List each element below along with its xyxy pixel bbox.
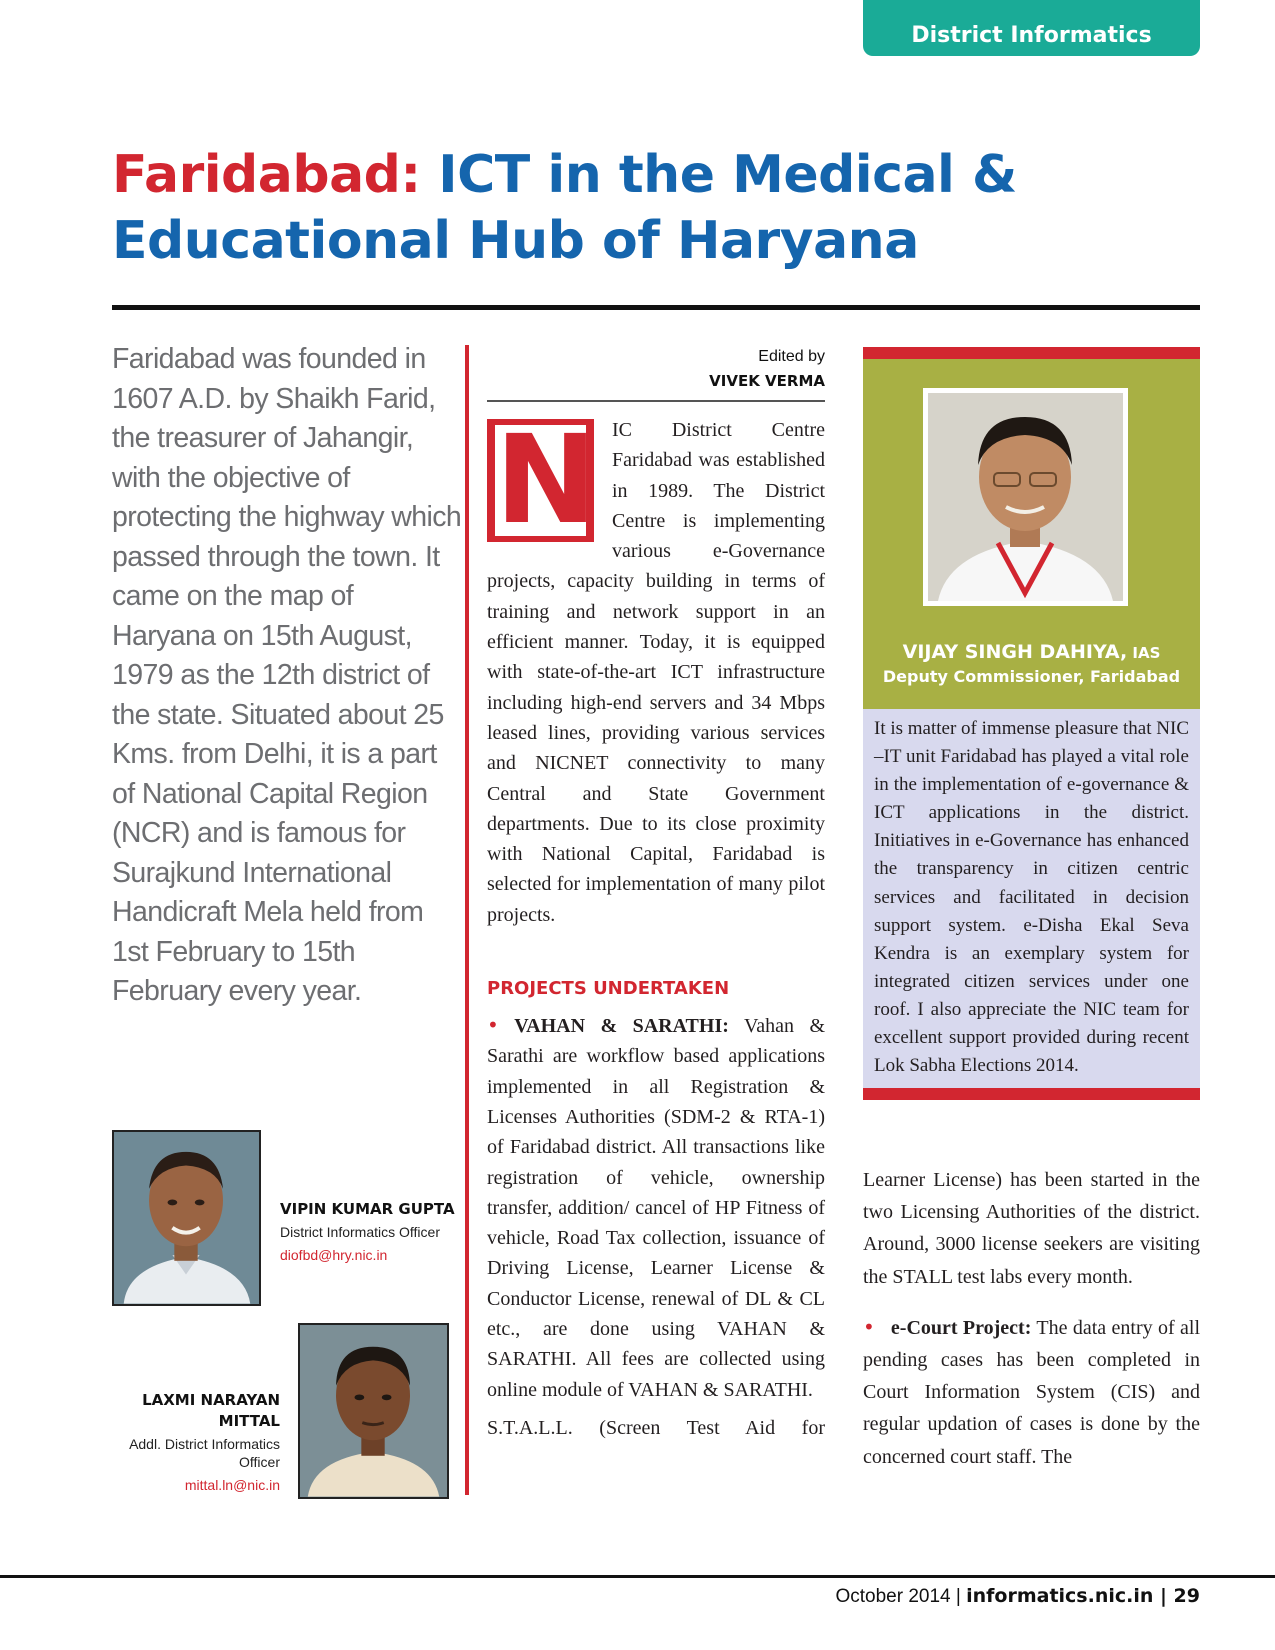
page-footer [835, 1583, 1200, 1610]
article-title [112, 142, 1212, 274]
portrait-icon [300, 1325, 447, 1497]
officer-photo-gupta [112, 1130, 261, 1306]
title-rest: ICT in the Medical & Educational Hub of Haryana [112, 145, 1017, 271]
commissioner-name [863, 639, 1200, 666]
commissioner-name-text: VIJAY SINGH DAHIYA, [902, 641, 1128, 663]
commissioner-suffix: IAS [1127, 644, 1161, 662]
officer-photo-mittal [298, 1323, 449, 1499]
footer-site[interactable]: informatics.nic.in [966, 1585, 1154, 1607]
card-top-bar [863, 347, 1200, 359]
stall-paragraph-start: S.T.A.L.L. (Screen Test Aid for [487, 1416, 825, 1439]
card-header [863, 359, 1200, 709]
vahan-text: Vahan & Sarathi are workflow based applications implemented in all Registration & Licenses Authorities (SDM-2 & RTA-1) of Faridabad district. All transactions like registration of vehicle, ownership transfer, addition/ cancel of HP Fitness of vehicle, Road Tax collection, issuance of Driving License, Learner License & Conductor License, renewal of DL & CL etc., are done using VAHAN & SARATHI. All fees are collected using online module of VAHAN & SARATHI. [487, 1015, 825, 1401]
officer-name: VIPIN KUMAR GUPTA [280, 1200, 455, 1218]
article-column-right [863, 1164, 1200, 1473]
footer-page: | 29 [1153, 1585, 1200, 1607]
stall-paragraph-cont: Learner License) has been started in the two Licensing Authorities of the district. Around, 3000 license seekers are visiting the STALL test labs every month. [863, 1169, 1200, 1288]
commissioner-role: Deputy Commissioner, Faridabad [882, 667, 1181, 686]
officer-role: Addl. District Informatics Officer [129, 1436, 280, 1470]
officer-info-mittal [112, 1390, 280, 1494]
commissioner-photo [923, 388, 1128, 606]
footer-rule [0, 1575, 1275, 1578]
commissioner-quote: It is matter of immense pleasure that NIC –IT unit Faridabad has played a vital role in the implementation of e-governance & ICT applications in the district. Initiatives in e-Governance has enhanced the transparency in citizen centric services and facilitated in decision support system. e-Disha Ekal Seva Kendra is an exemplary system for integrated citizen services under one roof. I also appreciate the NIC team for excellent support provided during recent Lok Sabha Elections 2014. [863, 709, 1200, 1088]
portrait-icon [114, 1132, 259, 1304]
drop-cap-letter: N [495, 409, 592, 551]
bullet-icon: • [863, 1314, 875, 1339]
article-paragraph: IC District Centre Faridabad was established in 1989. The District Centre is implementing various e-Governance projects, capacity building in terms of training and network support in an efficient manner. Today, it is equipped with state-of-the-art ICT infrastructure including high-end servers and 34 Mbps leased lines, providing various services and NICNET connectivity to many Central and State Government departments. Due to its close proximity with National Capital, Faridabad is selected for implementation of many pilot projects. [487, 419, 825, 926]
bullet-icon: • [487, 1013, 499, 1038]
editor-name: VIVEK VERMA [709, 372, 825, 390]
editor-rule [487, 400, 825, 402]
editor-credit [487, 345, 825, 393]
projects-subhead: PROJECTS UNDERTAKEN [487, 978, 730, 1000]
officer-email[interactable]: diofbd@hry.nic.in [280, 1247, 388, 1263]
officer-info-gupta [280, 1199, 460, 1264]
title-rule [112, 305, 1200, 310]
column-divider [465, 345, 469, 1495]
vahan-title: VAHAN & SARATHI: [514, 1015, 729, 1038]
title-place: Faridabad: [112, 145, 421, 205]
officer-name: LAXMI NARAYAN MITTAL [142, 1391, 280, 1430]
officer-role: District Informatics Officer [280, 1224, 440, 1240]
article-column-middle [487, 409, 825, 1443]
card-bottom-bar [863, 1088, 1200, 1100]
intro-text: Faridabad was founded in 1607 A.D. by Shaikh Farid, the treasurer of Jahangir, with the objective of protecting the highway which passed through the town. It came on the map of Haryana on 15th August, 1979 as the 12th district of the state. Situated about 25 Kms. from Delhi, it is a part of National Capital Region (NCR) and is famous for Surajkund International Handicraft Mela held from 1st February to 15th February every year. [112, 343, 462, 1007]
drop-cap [487, 409, 594, 551]
ecourt-text: The data entry of all pending cases has been completed in Court Information System (CIS) and regular updation of cases is done by the concerned court staff. The [863, 1316, 1201, 1468]
vahan-paragraph [487, 1010, 825, 1405]
quote-card [863, 347, 1200, 1100]
officer-email[interactable]: mittal.ln@nic.in [184, 1477, 280, 1493]
section-tab: District Informatics [863, 0, 1200, 56]
portrait-icon [928, 393, 1123, 601]
footer-date: October 2014 | [835, 1586, 967, 1607]
ecourt-title: e-Court Project: [890, 1316, 1032, 1339]
ecourt-paragraph [863, 1311, 1200, 1473]
editor-label: Edited by [758, 348, 825, 365]
